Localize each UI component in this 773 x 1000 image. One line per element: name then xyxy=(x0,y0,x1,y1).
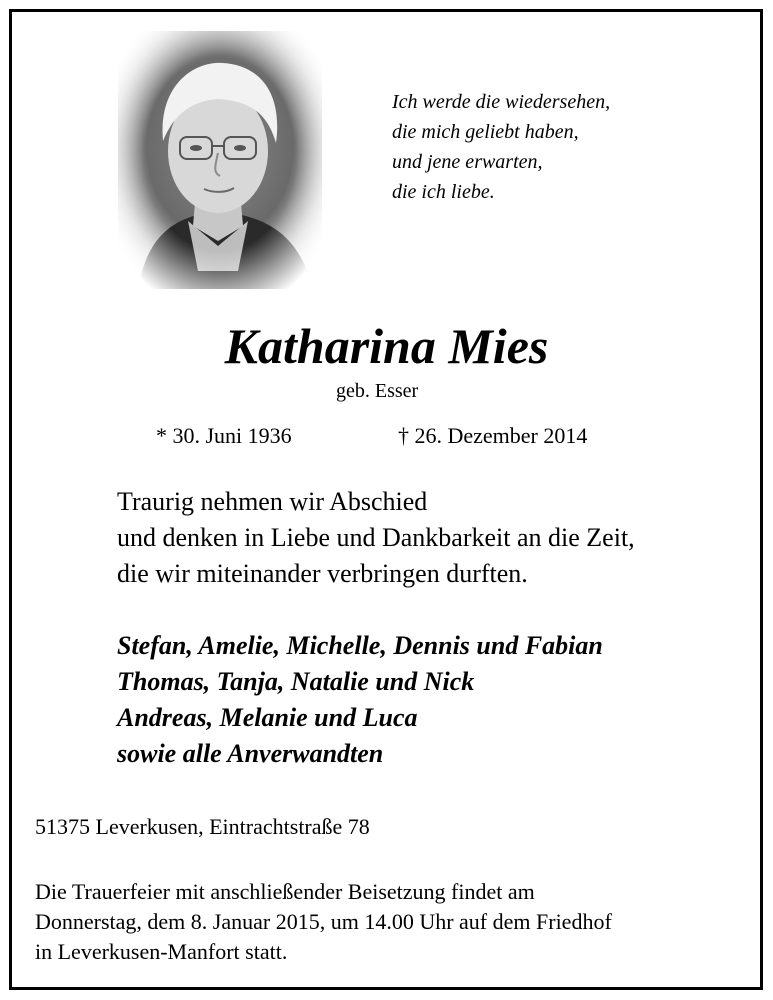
death-date: † 26. Dezember 2014 xyxy=(398,423,588,448)
poem-line: die mich geliebt haben, xyxy=(392,121,579,143)
portrait-image xyxy=(118,31,322,289)
funeral-line: Die Trauerfeier mit anschließender Beisetzung findet am xyxy=(35,879,535,904)
farewell-line: die wir miteinander verbringen durften. xyxy=(117,559,528,588)
family-list xyxy=(117,628,603,772)
family-line: Stefan, Amelie, Michelle, Dennis und Fabian xyxy=(117,631,603,660)
poem-line: und jene erwarten, xyxy=(392,151,543,173)
birth-date: * 30. Juni 1936 xyxy=(156,423,292,448)
family-line: sowie alle Anverwandten xyxy=(117,739,384,768)
farewell-line: Traurig nehmen wir Abschied xyxy=(117,487,428,516)
funeral-info xyxy=(35,877,612,967)
poem-line: die ich liebe. xyxy=(392,181,495,203)
farewell-line: und denken in Liebe und Dankbarkeit an die Zeit, xyxy=(117,523,635,552)
maiden-name: geb. Esser xyxy=(336,380,419,402)
address: 51375 Leverkusen, Eintrachtstraße 78 xyxy=(35,814,370,839)
farewell-text xyxy=(117,484,635,592)
family-line: Andreas, Melanie und Luca xyxy=(117,703,418,732)
portrait-photo xyxy=(118,31,322,289)
poem-line: Ich werde die wiedersehen, xyxy=(392,91,611,113)
poem xyxy=(392,87,610,207)
family-line: Thomas, Tanja, Natalie und Nick xyxy=(117,667,475,696)
funeral-line: in Leverkusen-Manfort statt. xyxy=(35,939,288,964)
deceased-name: Katharina Mies xyxy=(224,318,549,374)
funeral-line: Donnerstag, dem 8. Januar 2015, um 14.00 Uhr auf dem Friedhof xyxy=(35,909,612,934)
